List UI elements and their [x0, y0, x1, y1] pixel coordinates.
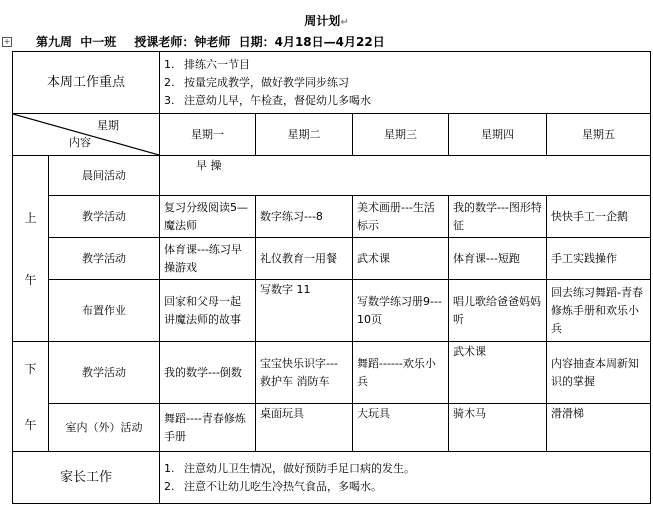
table-cell: 桌面玩具 [256, 404, 353, 452]
parents-list [160, 452, 651, 504]
table-cell: 武术课 [353, 238, 449, 280]
table-row [13, 156, 651, 196]
weekday-friday: 星期五 [547, 114, 651, 156]
parents-label: 家长工作 [13, 452, 160, 504]
table-cell: 礼仪教育一用餐 [256, 238, 353, 280]
list-item: 1. 注意幼儿卫生情况，做好预防手足口病的发生。 [164, 461, 416, 475]
diag-bottom-label: 内容 [69, 136, 91, 149]
table-cell: 复习分级阅读5—魔法师 [160, 196, 256, 238]
date-label: 日期：4月18日—4月22日 [238, 35, 385, 49]
parents-row [13, 452, 651, 504]
weekday-wednesday: 星期三 [353, 114, 449, 156]
table-move-handle-icon[interactable]: + [3, 37, 11, 46]
table-cell: 数字练习---8 [256, 196, 353, 238]
focus-row [13, 52, 651, 114]
table-cell: 武术课 [449, 342, 547, 404]
table-cell: 写数字 11 [256, 280, 353, 342]
afternoon-section-label: 下 午 [13, 342, 49, 452]
weekday-tuesday: 星期二 [256, 114, 353, 156]
row-label: 室内（外）活动 [49, 404, 160, 452]
week-label: 第九周 [36, 35, 73, 49]
table-cell: 快快手工一企鹅 [547, 196, 651, 238]
table-row [13, 342, 651, 404]
table-cell: 宝宝快乐识字---救护车 消防车 [256, 342, 353, 404]
list-item: 2. 按量完成教学，做好教学同步练习 [164, 75, 350, 89]
weekly-plan-table [12, 51, 651, 504]
table-cell: 我的数学---倒数 [160, 342, 256, 404]
table-row [13, 196, 651, 238]
table-cell: 手工实践操作 [547, 238, 651, 280]
table-cell: 我的数学---图形特征 [449, 196, 547, 238]
row-label: 布置作业 [49, 280, 160, 342]
table-cell: 写数学练习册9---10页 [353, 280, 449, 342]
weekday-thursday: 星期四 [449, 114, 547, 156]
table-row [13, 238, 651, 280]
table-cell: 唱儿歌给爸爸妈妈听 [449, 280, 547, 342]
table-cell: 大玩具 [353, 404, 449, 452]
list-item: 3. 注意幼儿早，午检查，督促幼儿多喝水 [164, 93, 372, 107]
row-label: 晨间活动 [49, 156, 160, 196]
focus-label: 本周工作重点 [13, 52, 160, 114]
teacher-label: 授课老师：钟老师 [134, 35, 231, 49]
list-item: 2. 注意不让幼儿吃生冷热气食品，多喝水。 [164, 479, 383, 493]
morning-exercise-cell: 早 操 [160, 156, 651, 196]
table-cell: 舞蹈----青春修炼手册 [160, 404, 256, 452]
row-label: 教学活动 [49, 196, 160, 238]
table-row [13, 280, 651, 342]
table-row [13, 404, 651, 452]
table-cell: 体育课---练习早操游戏 [160, 238, 256, 280]
focus-list [160, 52, 651, 114]
table-cell: 滑滑梯 [547, 404, 651, 452]
list-item: 1. 排练六一节目 [164, 57, 251, 71]
row-label: 教学活动 [49, 238, 160, 280]
table-cell: 回家和父母一起讲魔法师的故事 [160, 280, 256, 342]
row-label: 教学活动 [49, 342, 160, 404]
diagonal-header-cell [13, 114, 160, 156]
table-cell: 体育课---短跑 [449, 238, 547, 280]
page-title: 周计划↵ [304, 14, 349, 28]
class-label: 中一班 [80, 35, 117, 49]
weekday-monday: 星期一 [160, 114, 256, 156]
morning-section-label: 上 午 [13, 156, 49, 342]
document-header [36, 33, 389, 50]
table-cell: 骑木马 [449, 404, 547, 452]
table-cell: 美术画册---生活标示 [353, 196, 449, 238]
table-cell: 内容抽查本周新知识的掌握 [547, 342, 651, 404]
table-cell: 回去练习舞蹈-青春修炼手册和欢乐小兵 [547, 280, 651, 342]
table-cell: 舞蹈------欢乐小兵 [353, 342, 449, 404]
weekday-header-row [13, 114, 651, 156]
diag-top-label: 星期 [97, 119, 120, 132]
